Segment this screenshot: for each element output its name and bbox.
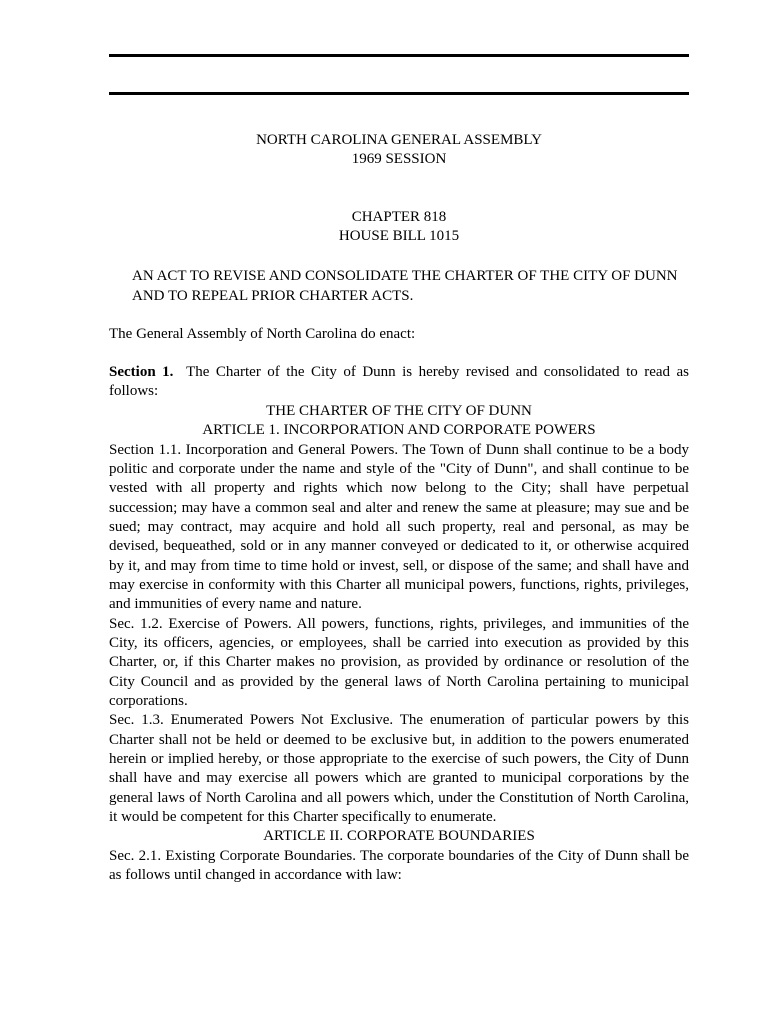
- assembly-name: NORTH CAROLINA GENERAL ASSEMBLY: [256, 132, 542, 148]
- section-1-1: Section 1.1. Incorporation and General Powers. The Town of Dunn shall continue to be a body politic and corporate under the name and style of the "City of Dunn", and shall continue to be vested with all property and rights which now belong to the City; shall have perpetual succession; may have a common seal and alter and renew the same at pleasure; may sue and be sued; may contract, may acquire and hold all such property, real and personal, as may be devised, bequeathed, sold or in any manner conveyed or dedicated to it, or otherwise acquired by it, and may from time to time hold or invest, sell, or dispose of the same; and shall have and may exercise in conformity with this Charter all municipal powers, functions, rights, privileges, and immunities of every name and nature.: [109, 441, 689, 613]
- session-name: 1969 SESSION: [351, 151, 447, 168]
- article-1-heading: ARTICLE 1. INCORPORATION AND CORPORATE POWERS: [202, 422, 596, 439]
- header-rule-bottom: [109, 92, 689, 95]
- assembly-header: [109, 131, 689, 170]
- act-title: [109, 267, 689, 306]
- chapter-header: [109, 208, 689, 247]
- header-rule-top: [109, 54, 689, 57]
- body-text: [109, 363, 689, 885]
- section-1-text: The Charter of the City of Dunn is hereby revised and consolidated to read as follows:: [109, 364, 689, 400]
- section-1: [109, 363, 689, 402]
- section-1-3: Sec. 1.3. Enumerated Powers Not Exclusive. The enumeration of particular powers by this Charter shall not be held or deemed to be exclusive but, in addition to the powers enumerated herein or implied hereby, or those appropriate to the exercise of such powers, the City of Dunn shall have and may exercise all powers which are granted to municipal corporations by the general laws of North Carolina and all powers which, under the Constitution of North Carolina, it would be competent for this Charter specifically to enumerate.: [109, 712, 689, 826]
- article-2-heading: ARTICLE II. CORPORATE BOUNDARIES: [263, 828, 535, 845]
- section-2-1: Sec. 2.1. Existing Corporate Boundaries. The corporate boundaries of the City of Dunn shall be as follows until changed in accordance with law:: [109, 847, 689, 884]
- section-1-label: Section 1.: [109, 364, 174, 380]
- act-title-text: AN ACT TO REVISE AND CONSOLIDATE THE CHARTER OF THE CITY OF DUNN AND TO REPEAL PRIOR CHARTER ACTS.: [132, 268, 678, 304]
- charter-title: THE CHARTER OF THE CITY OF DUNN: [266, 402, 532, 419]
- chapter-number: CHAPTER 818: [351, 209, 447, 225]
- section-1-2: Sec. 1.2. Exercise of Powers. All powers, functions, rights, privileges, and immunities of the City, its officers, agencies, or employees, shall be carried into execution as provided by this Charter, or, if this Charter makes no provision, as provided by ordinance or resolution of the City Council and as provided by the general laws of North Carolina pertaining to municipal corporations.: [109, 615, 689, 709]
- enacting-clause: [109, 325, 689, 344]
- bill-number: HOUSE BILL 1015: [338, 228, 460, 245]
- enacting-clause-text: The General Assembly of North Carolina do enact:: [109, 326, 416, 342]
